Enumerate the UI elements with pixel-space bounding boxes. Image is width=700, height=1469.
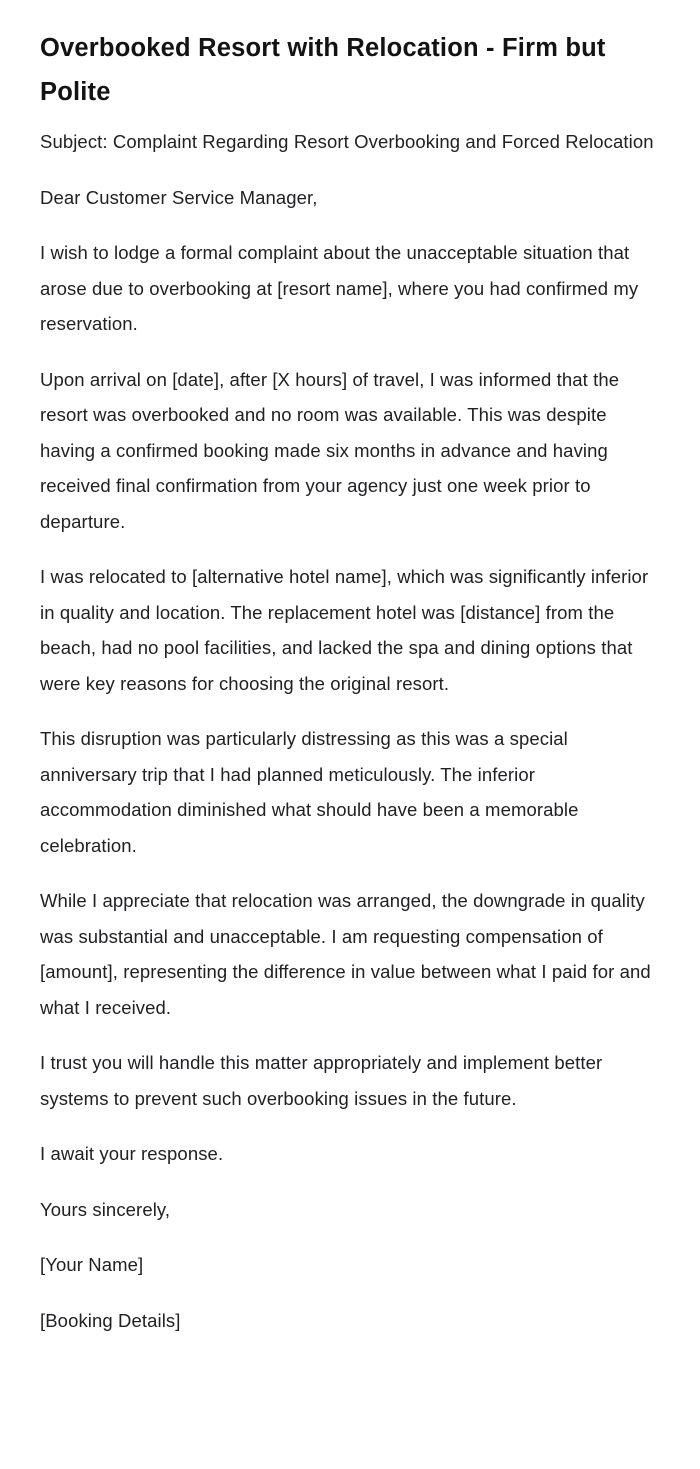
letter-paragraph-complaint-intro: I wish to lodge a formal complaint about the unacceptable situation that arose due to overbooking at [resort name], where you had confirmed my reservation. [40,242,639,334]
letter-booking-details-placeholder: [Booking Details] [40,1309,181,1331]
letter-signature-name-placeholder: [Your Name] [40,1254,144,1275]
letter-await-response-line: I await your response. [40,1143,224,1164]
letter-paragraph-closing-request: I trust you will handle this matter appropriately and implement better systems to prevent such overbooking issues in the future. [40,1052,603,1109]
letter-paragraph-relocation-details: I was relocated to [alternative hotel name], which was significantly inferior in quality and location. The replacement hotel was [distance] from the beach, had no pool facilities, and lacked the spa and dining options that were key reasons for choosing the original resort. [40,566,649,694]
letter-subject-line: Subject: Complaint Regarding Resort Overbooking and Forced Relocation [40,131,654,152]
letter-paragraph-arrival-details: Upon arrival on [date], after [X hours] of travel, I was informed that the resort was overbooked and no room was available. This was despite having a confirmed booking made six months in advance and having received final confirmation from your agency just one week prior to departure. [40,368,620,532]
letter-title: Overbooked Resort with Relocation - Firm but Polite [40,34,606,106]
letter-paragraph-compensation-request: While I appreciate that relocation was arranged, the downgrade in quality was substantial and unacceptable. I am requesting compensation of [amount], representing the difference in value between what I paid for and what I received. [40,890,651,1018]
letter-salutation: Dear Customer Service Manager, [40,186,318,208]
letter-paragraph-anniversary-impact: This disruption was particularly distressing as this was a special anniversary trip that I had planned meticulously. The inferior accommodation diminished what should have been a memorable celebration. [40,728,579,856]
letter-signoff: Yours sincerely, [40,1198,171,1220]
